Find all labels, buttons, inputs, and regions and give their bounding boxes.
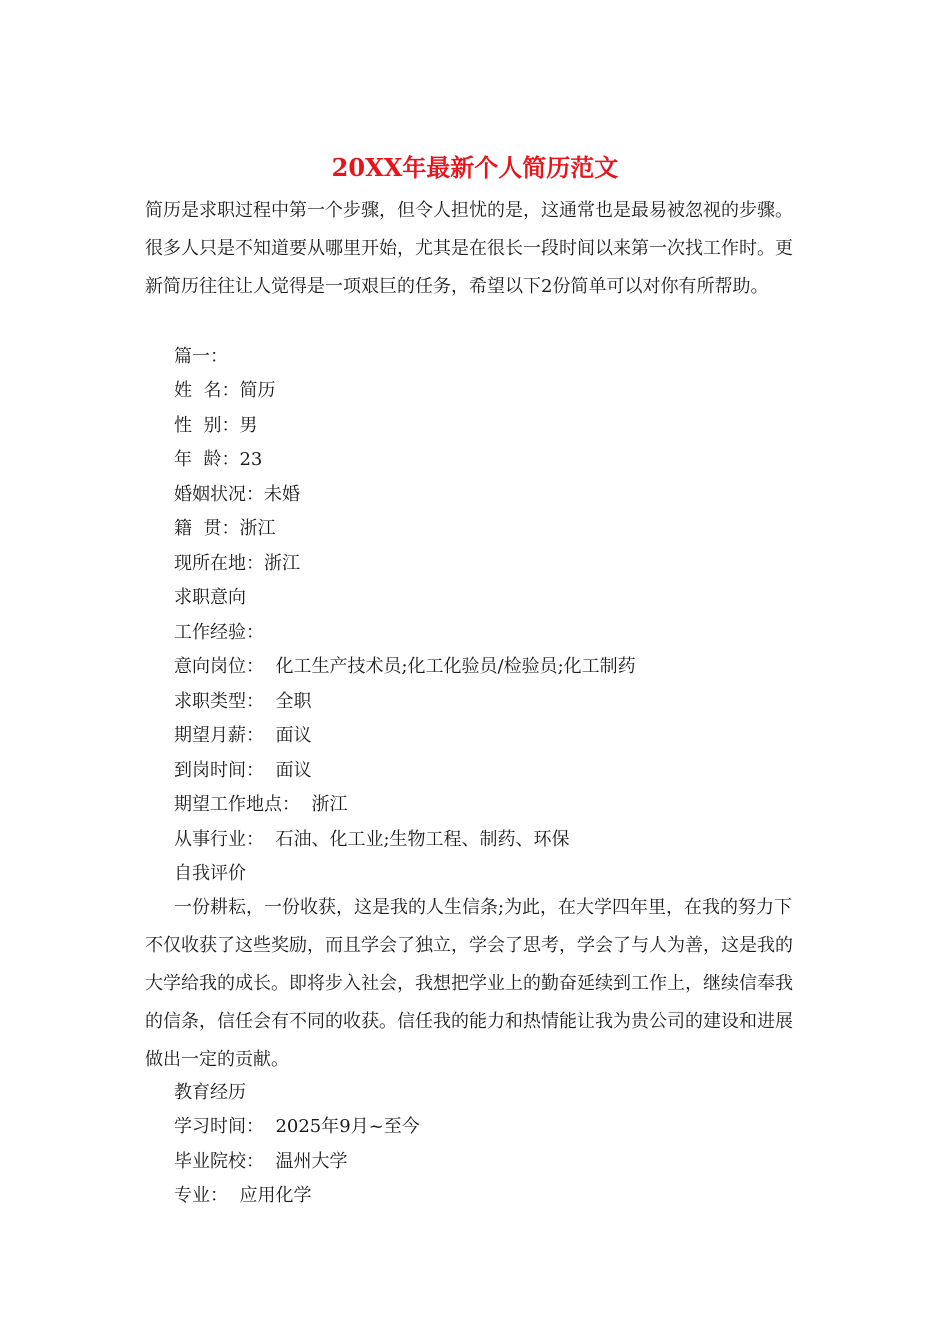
origin-line: 籍 贯：浙江	[174, 518, 276, 539]
experience-line: 工作经验：	[174, 622, 264, 643]
gender-line: 性 别：男	[174, 415, 258, 436]
self-eval-heading: 自我评价	[174, 863, 246, 884]
education-heading: 教育经历	[174, 1082, 246, 1103]
intro-paragraph: 简历是求职过程中第一个步骤，但令人担忧的是，这通常也是最易被忽视的步骤。很多人只是不知道要从哪里开始，尤其是在很长一段时间以来第一次找工作时。更新简历往往让人觉得是一项艰巨的任务，希望以下2份简单可以对你有所帮助。	[145, 200, 793, 297]
work-place-line: 期望工作地点： 浙江	[174, 794, 348, 815]
job-type-line: 求职类型： 全职	[174, 691, 312, 712]
self-eval-paragraph: 一份耕耘，一份收获，这是我的人生信条;为此，在大学四年里，在我的努力下不仅收获了这些奖励，而且学会了独立，学会了思考，学会了与人为善，这是我的大学给我的成长。即将步入社会，我想把学业上的勤奋延续到工作上，继续信奉我的信条，信任会有不同的收获。信任我的能力和热情能让我为贵公司的建设和进展做出一定的贡献。	[145, 897, 793, 1070]
start-time-line: 到岗时间： 面议	[174, 760, 312, 781]
document-title: 20XX年最新个人简历范文	[331, 153, 619, 182]
salary-line: 期望月薪： 面议	[174, 725, 312, 746]
marital-line: 婚姻状况：未婚	[174, 484, 300, 505]
study-time-line: 学习时间： 2025年9月~至今	[174, 1116, 420, 1137]
section-one-heading: 篇一：	[174, 346, 228, 367]
job-intent-heading: 求职意向	[174, 587, 246, 608]
industry-line: 从事行业： 石油、化工业;生物工程、制药、环保	[174, 829, 570, 850]
position-line: 意向岗位： 化工生产技术员;化工化验员/检验员;化工制药	[174, 656, 636, 677]
school-line: 毕业院校： 温州大学	[174, 1151, 348, 1172]
major-line: 专业： 应用化学	[174, 1185, 312, 1206]
location-line: 现所在地：浙江	[174, 553, 300, 574]
name-line: 姓 名：简历	[174, 380, 276, 401]
age-line: 年 龄：23	[174, 449, 263, 470]
